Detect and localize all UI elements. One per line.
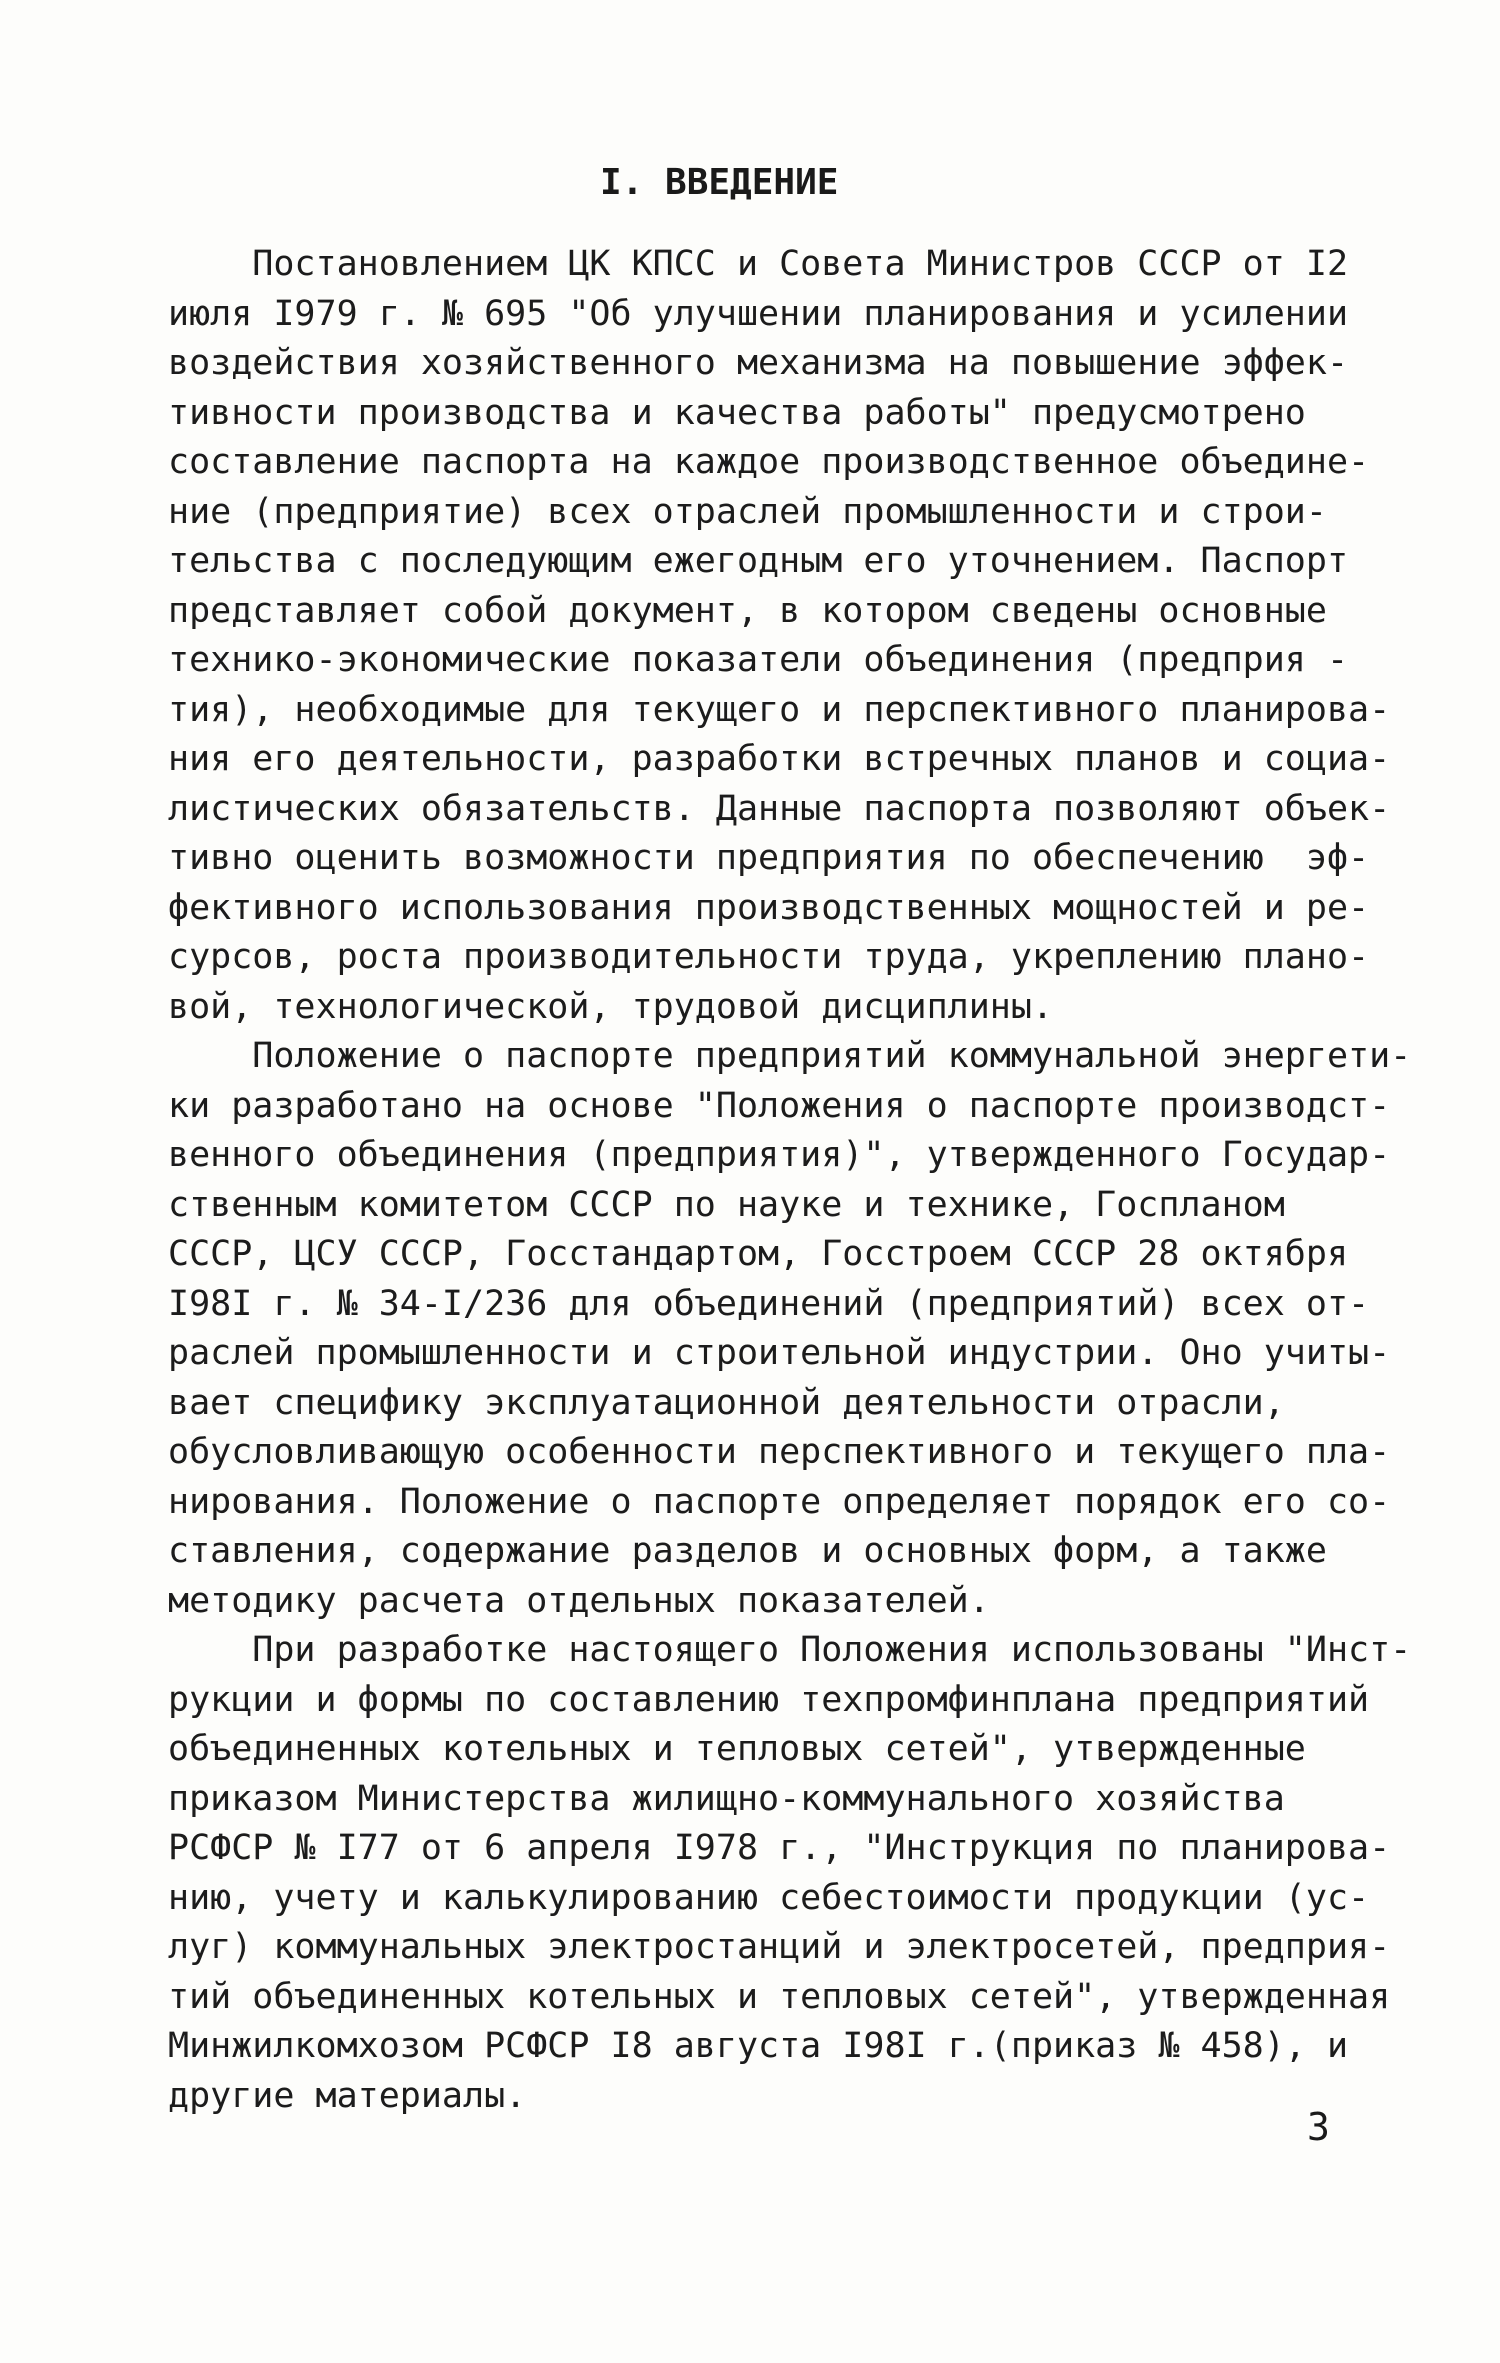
text-line: ние (предприятие) всех отраслей промышленности и строи-: [168, 491, 1327, 532]
text-line: раслей промышленности и строительной индустрии. Оно учиты-: [168, 1333, 1391, 1373]
text-line: представляет собой документ, в котором сведены основные: [168, 590, 1327, 631]
text-line: сурсов, роста производительности труда, укреплению плано-: [168, 937, 1370, 977]
text-line: листических обязательств. Данные паспорта позволяют объек-: [168, 788, 1391, 829]
body-text: [168, 240, 1412, 2121]
text-line: методику расчета отдельных показателей.: [168, 1580, 990, 1621]
text-line: тия), необходимые для текущего и перспективного планирова-: [168, 689, 1391, 730]
text-line: тивно оценить возможности предприятия по обеспечению эф-: [168, 838, 1370, 878]
text-line: приказом Министерства жилищно-коммунального хозяйства: [168, 1778, 1285, 1819]
text-line: При разработке настоящего Положения использованы "Инст-: [168, 1630, 1412, 1670]
text-line: луг) коммунальных электростанций и электросетей, предприя-: [168, 1927, 1391, 1967]
text-line: другие материалы.: [168, 2075, 527, 2116]
text-line: Положение о паспорте предприятий коммунальной энергети-: [168, 1036, 1412, 1076]
text-line: фективного использования производственных мощностей и ре-: [168, 887, 1370, 928]
text-line: Постановлением ЦК КПСС и Совета Министров СССР от I2: [168, 244, 1349, 284]
text-line: тивности производства и качества работы" предусмотрено: [168, 392, 1306, 433]
text-line: СССР, ЦСУ СССР, Госстандартом, Госстроем СССР 28 октября: [168, 1234, 1349, 1274]
text-line: нирования. Положение о паспорте определяет порядок его со-: [168, 1481, 1391, 1522]
text-line: составление паспорта на каждое производственное объедине-: [168, 442, 1370, 482]
text-line: вает специфику эксплуатационной деятельности отрасли,: [168, 1382, 1285, 1423]
text-line: нию, учету и калькулированию себестоимости продукции (ус-: [168, 1877, 1370, 1918]
text-line: РСФСР № I77 от 6 апреля I978 г., "Инструкция по планирова-: [168, 1828, 1391, 1868]
text-line: I98I г. № 34-I/236 для объединений (предприятий) всех от-: [168, 1283, 1370, 1324]
text-line: венного объединения (предприятия)", утвержденного Государ-: [168, 1135, 1391, 1175]
page-number: 3: [1307, 2105, 1330, 2149]
text-line: технико-экономические показатели объединения (предприя -: [168, 640, 1349, 680]
text-line: вой, технологической, трудовой дисциплины.: [168, 986, 1054, 1027]
text-line: воздействия хозяйственного механизма на повышение эффек-: [168, 343, 1349, 383]
text-line: обусловливающую особенности перспективного и текущего пла-: [168, 1432, 1391, 1472]
text-line: ственным комитетом СССР по науке и технике, Госпланом: [168, 1184, 1285, 1225]
text-line: объединенных котельных и тепловых сетей", утвержденные: [168, 1729, 1306, 1769]
text-line: тельства с последующим ежегодным его уточнением. Паспорт: [168, 541, 1349, 581]
text-line: тий объединенных котельных и тепловых сетей", утвержденная: [168, 1976, 1391, 2017]
text-line: июля I979 г. № 695 "Об улучшении планирования и усилении: [168, 293, 1349, 334]
text-line: ния его деятельности, разработки встречных планов и социа-: [168, 739, 1391, 779]
text-line: ки разработано на основе "Положения о паспорте производст-: [168, 1085, 1391, 1126]
text-line: рукции и формы по составлению техпромфинплана предприятий: [168, 1679, 1370, 1720]
text-line: Минжилкомхозом РСФСР I8 августа I98I г.(приказ № 458), и: [168, 2026, 1349, 2066]
text-line: ставления, содержание разделов и основных форм, а также: [168, 1531, 1327, 1571]
section-title: I. ВВЕДЕНИЕ: [600, 162, 839, 203]
